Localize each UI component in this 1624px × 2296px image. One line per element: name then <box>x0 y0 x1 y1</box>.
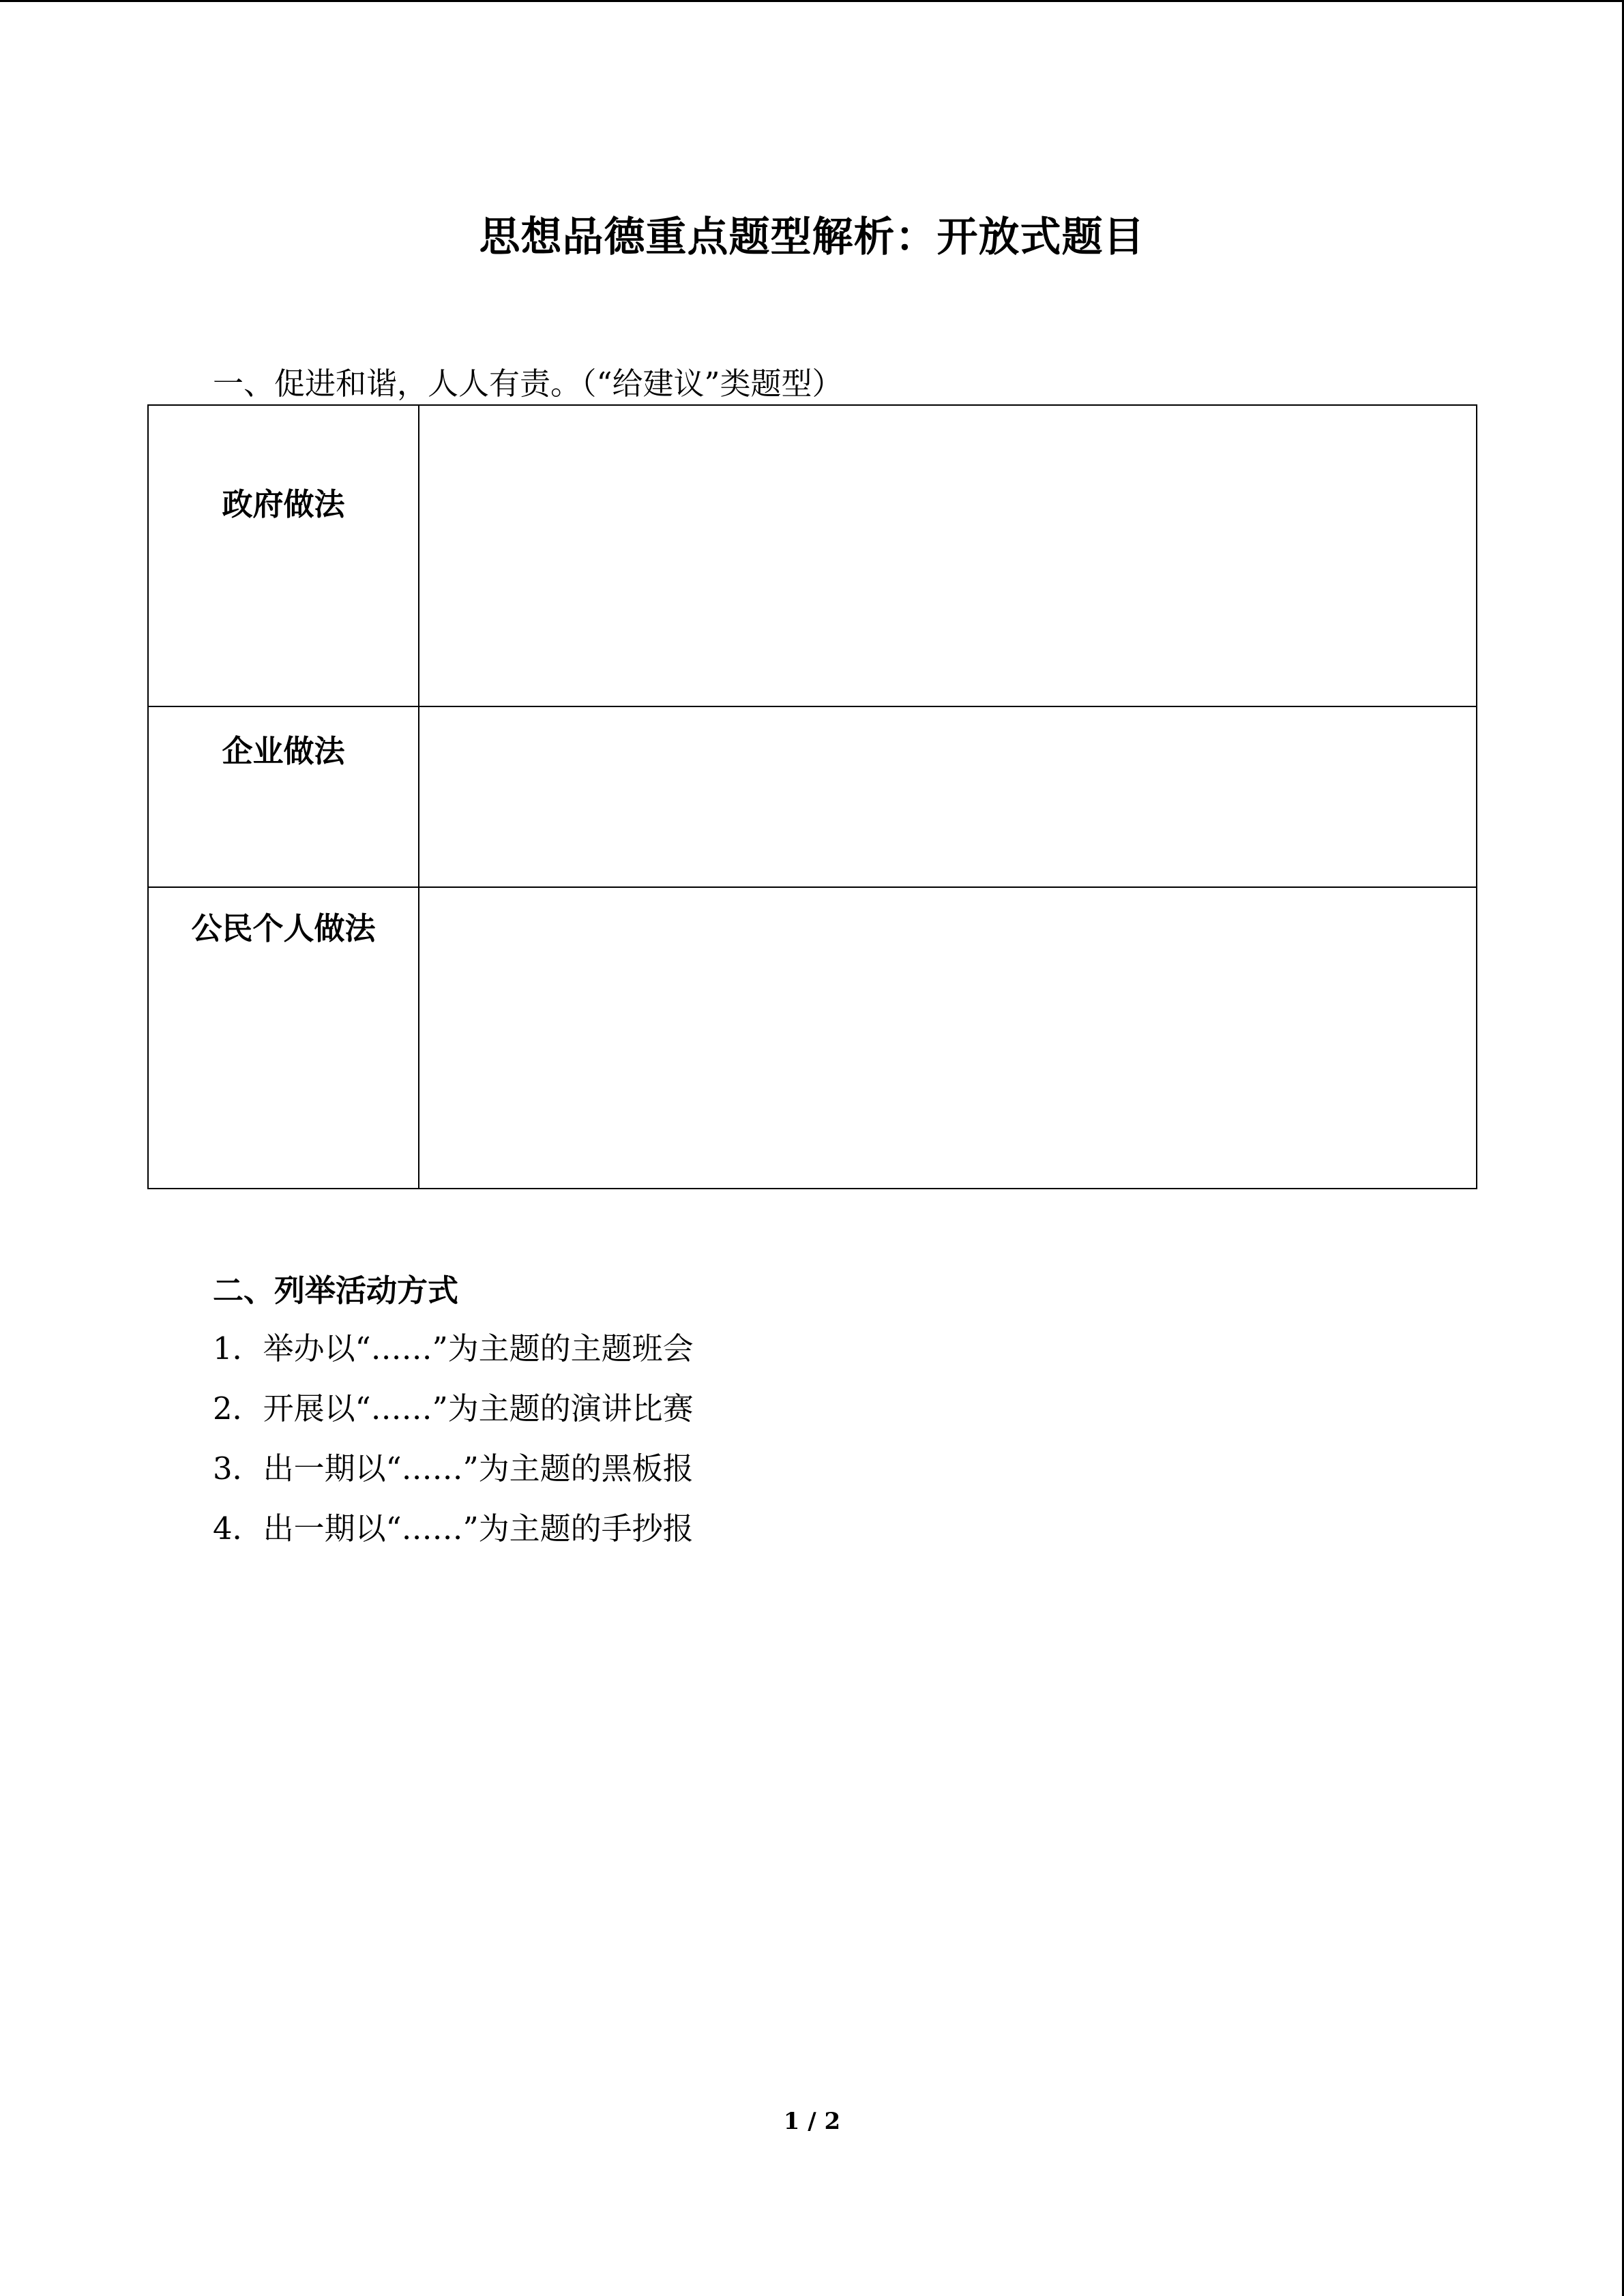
list-item: 3．出一期以“……”为主题的黑板报 <box>213 1450 694 1487</box>
page-number: 1 / 2 <box>783 2108 841 2135</box>
list-item: 2．开展以“……”为主题的演讲比赛 <box>213 1390 694 1427</box>
table-cell-label <box>148 887 419 1189</box>
activity-list <box>213 1325 694 1565</box>
table-row-enterprise <box>148 706 1477 887</box>
table-cell-label <box>148 405 419 706</box>
row-label-enterprise: 企业做法 <box>222 733 345 769</box>
table-cell-label <box>148 706 419 887</box>
section-2-heading: 二、列举活动方式 <box>213 1272 459 1309</box>
table-cell-citizen-content <box>419 887 1477 1189</box>
row-label-government: 政府做法 <box>222 486 345 522</box>
advice-table <box>147 404 1477 1189</box>
table-cell-government-content <box>419 405 1477 706</box>
list-item: 1．举办以“……”为主题的主题班会 <box>213 1330 694 1367</box>
table-row-government <box>148 405 1477 706</box>
section-1-heading: 一、促进和谐，人人有责。（“给建议”类题型） <box>213 366 843 402</box>
table-row-citizen <box>148 887 1477 1189</box>
page-title: 思想品德重点题型解析：开放式题目 <box>479 213 1145 261</box>
row-label-citizen: 公民个人做法 <box>191 910 376 946</box>
table-cell-enterprise-content <box>419 706 1477 887</box>
list-item: 4．出一期以“……”为主题的手抄报 <box>213 1510 694 1547</box>
